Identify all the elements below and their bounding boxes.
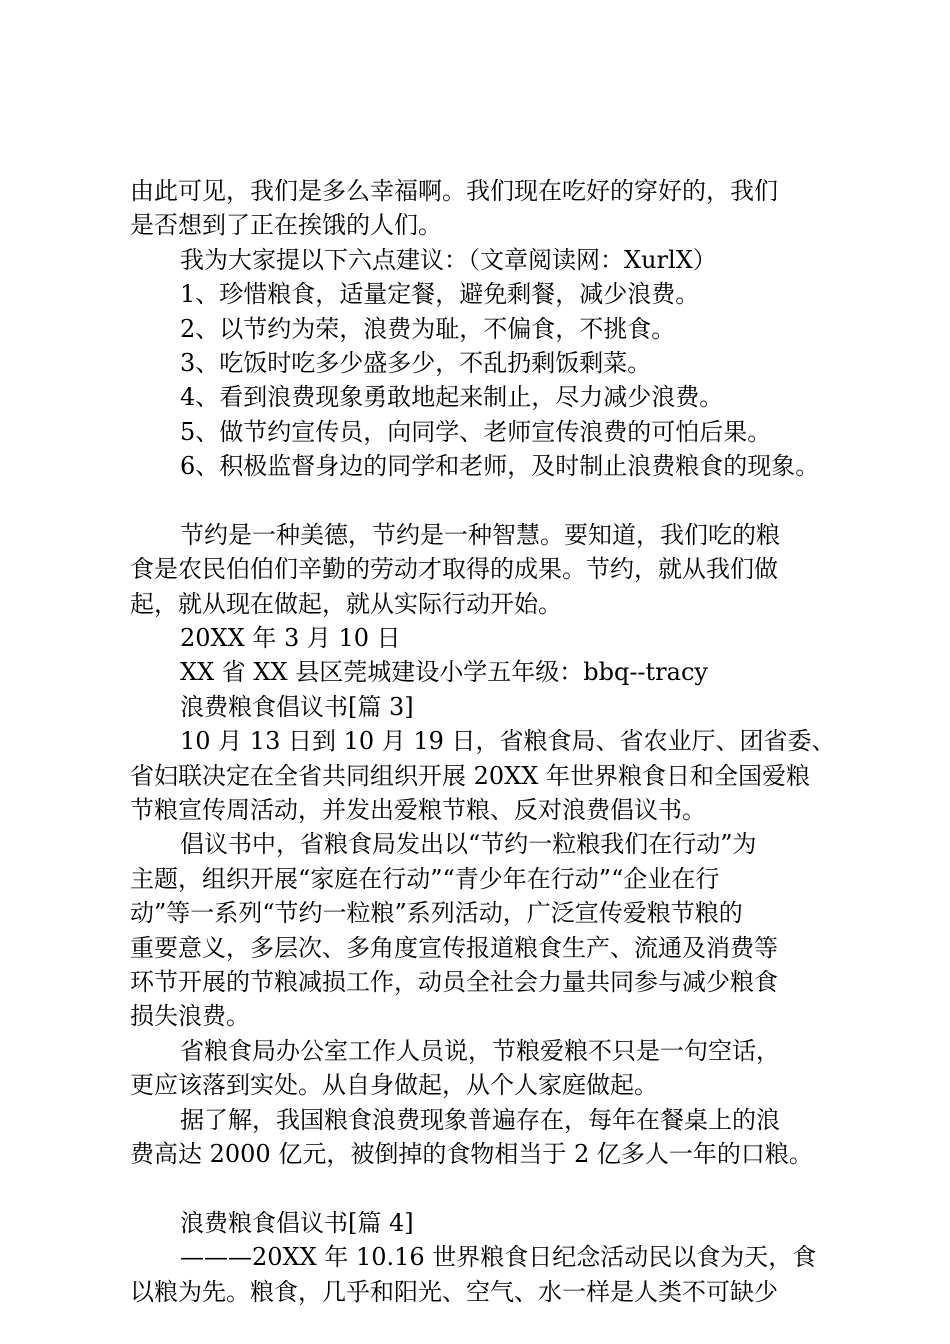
- text-line: 以粮为先。粮食，几乎和阳光、空气、水一样是人类不可缺少: [130, 1277, 778, 1306]
- text-line: 费高达 2000 亿元，被倒掉的食物相当于 2 亿多人一年的口粮。: [130, 1139, 813, 1168]
- text-line: 是否想到了正在挨饿的人们。: [130, 211, 442, 240]
- text-line: 节粮宣传周活动，并发出爱粮节粮、反对浪费倡议书。: [130, 796, 706, 825]
- blank-line: [130, 484, 840, 518]
- text-line: 倡议书中，省粮食局发出以“节约一粒粮我们在行动”为: [180, 830, 757, 859]
- text-line: 据了解，我国粮食浪费现象普遍存在，每年在餐桌上的浪: [180, 1105, 780, 1134]
- text-line: 更应该落到实处。从自身做起，从个人家庭做起。: [130, 1071, 658, 1100]
- text-line: 省粮食局办公室工作人员说，节粮爱粮不只是一句空话，: [180, 1036, 780, 1065]
- text-line: 浪费粮食倡议书[篇 3]: [180, 692, 414, 721]
- text-line: 起，就从现在做起，就从实际行动开始。: [130, 589, 562, 618]
- text-line: 10 月 13 日到 10 月 19 日，省粮食局、省农业厅、团省委、: [180, 727, 836, 756]
- text-line: 省妇联决定在全省共同组织开展 20XX 年世界粮食日和全国爱粮: [130, 761, 810, 790]
- text-line: 食是农民伯伯们辛勤的劳动才取得的成果。节约，就从我们做: [130, 555, 778, 584]
- text-line: XX 省 XX 县区莞城建设小学五年级：bbq--tracy: [180, 658, 708, 687]
- text-line: ———20XX 年 10.16 世界粮食日纪念活动民以食为天，食: [180, 1243, 817, 1272]
- text-line: 浪费粮食倡议书[篇 4]: [180, 1208, 414, 1237]
- text-line: 3、吃饭时吃多少盛多少，不乱扔剩饭剩菜。: [180, 348, 652, 377]
- text-line: 由此可见，我们是多么幸福啊。我们现在吃好的穿好的，我们: [130, 177, 778, 205]
- text-line: 1、珍惜粮食，适量定餐，避免剩餐，减少浪费。: [180, 280, 700, 309]
- text-line: 5、做节约宣传员，向同学、老师宣传浪费的可怕后果。: [180, 417, 772, 446]
- text-line: 重要意义，多层次、多角度宣传报道粮食生产、流通及消费等: [130, 933, 778, 962]
- text-line: 6、积极监督身边的同学和老师，及时制止浪费粮食的现象。: [180, 452, 820, 481]
- text-line: 动”等一系列“节约一粒粮”系列活动，广泛宣传爱粮节粮的: [130, 899, 743, 928]
- document-body: [130, 174, 840, 1309]
- blank-line: [130, 1171, 840, 1205]
- text-line: 2、以节约为荣，浪费为耻，不偏食，不挑食。: [180, 314, 676, 343]
- text-line: 4、看到浪费现象勇敢地起来制止，尽力减少浪费。: [180, 383, 724, 412]
- text-line: 我为大家提以下六点建议：（文章阅读网：XurlX）: [180, 245, 717, 274]
- text-line: 节约是一种美德，节约是一种智慧。要知道，我们吃的粮: [180, 520, 780, 549]
- text-line: 损失浪费。: [130, 1002, 250, 1031]
- text-line: 环节开展的节粮减损工作，动员全社会力量共同参与减少粮食: [130, 967, 778, 996]
- text-line: 20XX 年 3 月 10 日: [180, 624, 401, 653]
- text-line: 主题，组织开展“家庭在行动”“青少年在行动”“企业在行: [130, 864, 720, 893]
